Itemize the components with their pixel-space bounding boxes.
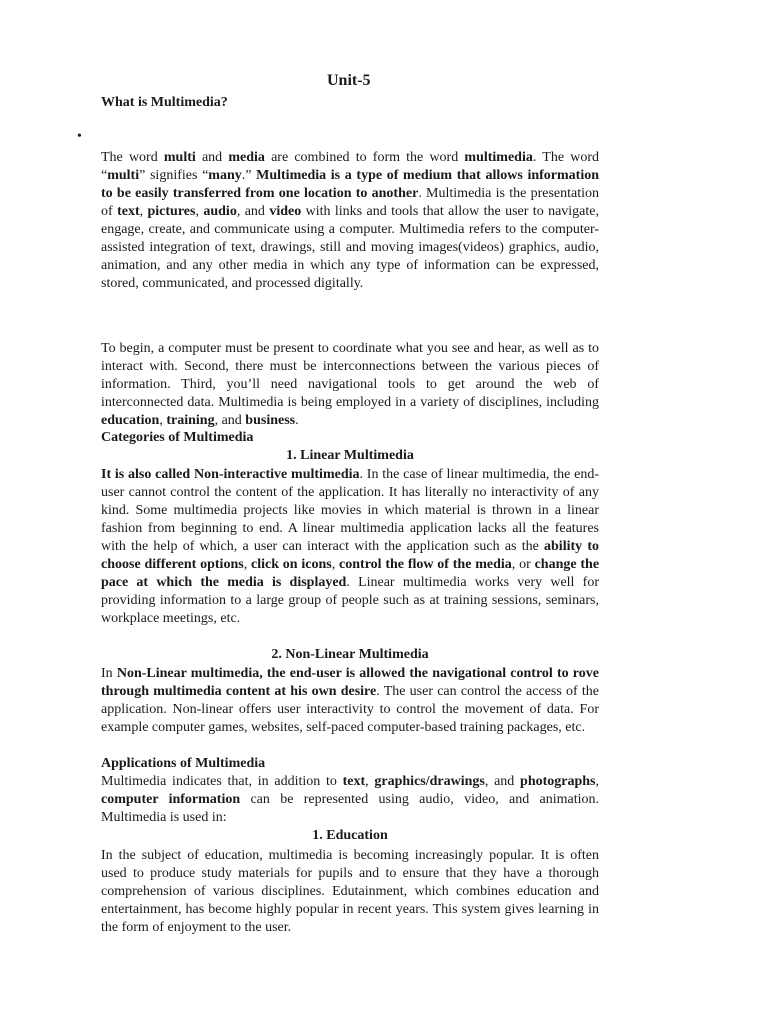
bold-text: change the pace at which the media is displayed xyxy=(101,557,600,590)
bold-text: multi xyxy=(107,168,140,183)
categories-heading: Categories of Multimedia xyxy=(101,430,254,445)
bullet-marker: • xyxy=(77,129,82,144)
bold-text: multi xyxy=(163,150,196,165)
bold-text: many xyxy=(208,168,242,183)
bold-text: ability to choose different options xyxy=(101,539,599,572)
bold-text: video xyxy=(269,204,302,219)
bold-text: Non-Linear multimedia, the end-user is allowed the navigational control to rove through multimedia content at his own desire xyxy=(101,666,599,699)
bold-text: multimedia xyxy=(464,150,533,165)
bold-text: text xyxy=(342,774,366,789)
bold-text: business xyxy=(245,413,296,428)
begin-paragraph: To begin, a computer must be present to coordinate what you see and hear, as well as to interact with. Second, there must be interconnections between the various pieces of information. Third, you’ll need navigational tools to get around the web of interconnected data. Multimedia is being employed in a variety of disciplines, including education, training, and business. xyxy=(101,341,599,428)
applications-heading: Applications of Multimedia xyxy=(101,756,266,771)
bold-text: click on icons xyxy=(251,557,332,572)
applications-paragraph: Multimedia indicates that, in addition to text, graphics/drawings, and photographs, computer information can be represented using audio, video, and animation. Multimedia is used in: xyxy=(101,774,600,825)
bold-text: computer information xyxy=(101,792,241,807)
bold-text: training xyxy=(166,413,215,428)
bold-text: photographs xyxy=(520,774,596,789)
question-heading: What is Multimedia? xyxy=(101,95,228,110)
bold-text: control the flow of the media xyxy=(339,557,512,572)
education-heading: 1. Education xyxy=(312,828,388,843)
bold-text: It is also called Non-interactive multimedia xyxy=(101,467,360,482)
nonlinear-multimedia-heading: 2. Non-Linear Multimedia xyxy=(271,647,429,662)
intro-paragraph: The word multi and media are combined to form the word multimedia. The word “multi” signifies “many.” Multimedia is a type of medium that allows information to be easily transferred from one location to another. Multimedia is the presentation of text, pictures, audio, and video with links and tools that allow the user to navigate, engage, create, and communicate using a computer. Multimedia refers to the computer-assisted integration of text, drawings, still and moving images(videos) graphics, audio, animation, and any other media in which any type of information can be expressed, stored, communicated, and processed digitally. xyxy=(101,150,600,291)
bold-text: graphics/drawings xyxy=(374,774,485,789)
bold-text: pictures xyxy=(147,204,196,219)
bold-text: text xyxy=(117,204,140,219)
bold-text: Multimedia is a type of medium that allows information to be easily transferred from one location to another xyxy=(101,168,600,201)
linear-multimedia-paragraph: It is also called Non-interactive multimedia. In the case of linear multimedia, the end-user cannot control the content of the application. It has literally no interactivity of any kind. Some multimedia projects like movies in which material is thrown in a linear fashion from beginning to end. A linear multimedia application lacks all the features with the help of which, a user can interact with the application such as the ability to choose different options, click on icons, control the flow of the media, or change the pace at which the media is displayed. Linear multimedia works very well for providing information to a large group of people such as at training sessions, seminars, workplace meetings, etc. xyxy=(101,467,600,626)
nonlinear-multimedia-paragraph: In Non-Linear multimedia, the end-user is allowed the navigational control to rove through multimedia content at his own desire. The user can control the access of the application. Non-linear offers user interactivity to control the movement of data. For example computer games, websites, self-paced computer-based training packages, etc. xyxy=(101,666,599,735)
bold-text: media xyxy=(228,150,265,165)
page-title: Unit-5 xyxy=(327,72,371,89)
bold-text: audio xyxy=(203,204,237,219)
education-paragraph: In the subject of education, multimedia is becoming increasingly popular. It is often used to produce study materials for pupils and to ensure that they have a thorough comprehension of various disciplines. Edutainment, which combines education and entertainment, has become highly popular in recent years. This system gives learning in the form of enjoyment to the user. xyxy=(101,848,599,935)
bold-text: education xyxy=(101,413,160,428)
linear-multimedia-heading: 1. Linear Multimedia xyxy=(286,448,414,463)
